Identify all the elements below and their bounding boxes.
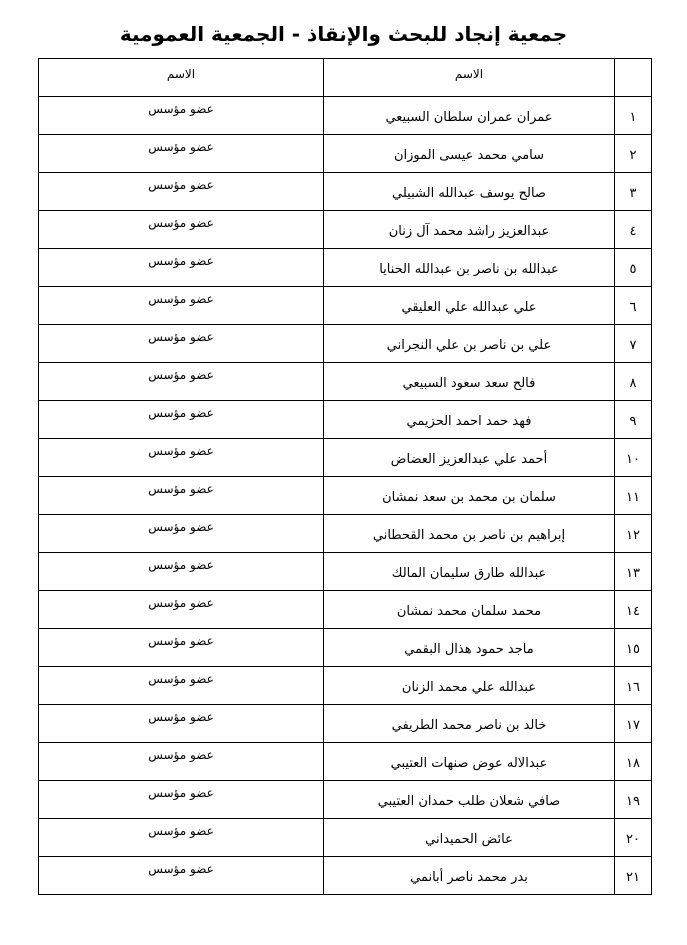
table-header-row bbox=[39, 59, 652, 97]
row-number: ٦ bbox=[615, 287, 652, 325]
table-row bbox=[39, 515, 652, 553]
member-name: فالح سعد سعود السبيعي bbox=[324, 363, 615, 401]
row-number: ١٣ bbox=[615, 553, 652, 591]
row-number: ٤ bbox=[615, 211, 652, 249]
member-role: عضو مؤسس bbox=[39, 743, 324, 781]
member-name: عائض الحميداني bbox=[324, 819, 615, 857]
table-row bbox=[39, 781, 652, 819]
member-name: سلمان بن محمد بن سعد نمشان bbox=[324, 477, 615, 515]
member-name: بدر محمد ناصر أبانمي bbox=[324, 857, 615, 895]
member-role: عضو مؤسس bbox=[39, 515, 324, 553]
header-name: الاسم bbox=[324, 59, 615, 97]
members-table bbox=[38, 58, 652, 895]
member-name: علي بن ناصر بن علي النجراني bbox=[324, 325, 615, 363]
member-role: عضو مؤسس bbox=[39, 439, 324, 477]
member-name: عبدالله طارق سليمان المالك bbox=[324, 553, 615, 591]
row-number: ٧ bbox=[615, 325, 652, 363]
member-role: عضو مؤسس bbox=[39, 477, 324, 515]
row-number: ٢١ bbox=[615, 857, 652, 895]
table-row bbox=[39, 629, 652, 667]
table-body bbox=[39, 97, 652, 895]
member-role: عضو مؤسس bbox=[39, 97, 324, 135]
member-name: صالح يوسف عبدالله الشبيلي bbox=[324, 173, 615, 211]
table-row bbox=[39, 325, 652, 363]
row-number: ٨ bbox=[615, 363, 652, 401]
member-role: عضو مؤسس bbox=[39, 135, 324, 173]
member-role: عضو مؤسس bbox=[39, 401, 324, 439]
member-role: عضو مؤسس bbox=[39, 819, 324, 857]
member-name: خالد بن ناصر محمد الطريفي bbox=[324, 705, 615, 743]
table-row bbox=[39, 591, 652, 629]
row-number: ١٦ bbox=[615, 667, 652, 705]
table-row bbox=[39, 705, 652, 743]
member-name: علي عبدالله علي العليقي bbox=[324, 287, 615, 325]
member-name: إبراهيم بن ناصر بن محمد القحطاني bbox=[324, 515, 615, 553]
member-name: عبدالله بن ناصر بن عبدالله الحنايا bbox=[324, 249, 615, 287]
row-number: ٩ bbox=[615, 401, 652, 439]
row-number: ٢ bbox=[615, 135, 652, 173]
row-number: ١ bbox=[615, 97, 652, 135]
member-role: عضو مؤسس bbox=[39, 287, 324, 325]
member-name: فهد حمد احمد الحزيمي bbox=[324, 401, 615, 439]
page-title: جمعية إنجاد للبحث والإنقاذ - الجمعية العمومية bbox=[119, 22, 568, 46]
table-row bbox=[39, 135, 652, 173]
member-role: عضو مؤسس bbox=[39, 325, 324, 363]
table-row bbox=[39, 401, 652, 439]
member-role: عضو مؤسس bbox=[39, 667, 324, 705]
table-row bbox=[39, 477, 652, 515]
header-number bbox=[615, 59, 652, 97]
member-role: عضو مؤسس bbox=[39, 591, 324, 629]
member-role: عضو مؤسس bbox=[39, 553, 324, 591]
table-row bbox=[39, 211, 652, 249]
member-role: عضو مؤسس bbox=[39, 781, 324, 819]
table-row bbox=[39, 553, 652, 591]
table-row bbox=[39, 363, 652, 401]
row-number: ٣ bbox=[615, 173, 652, 211]
member-role: عضو مؤسس bbox=[39, 705, 324, 743]
member-name: صافي شعلان طلب حمدان العتيبي bbox=[324, 781, 615, 819]
member-name: عمران عمران سلطان السبيعي bbox=[324, 97, 615, 135]
row-number: ١٤ bbox=[615, 591, 652, 629]
table-row bbox=[39, 173, 652, 211]
member-name: محمد سلمان محمد نمشان bbox=[324, 591, 615, 629]
member-name: سامي محمد عيسى الموزان bbox=[324, 135, 615, 173]
table-row bbox=[39, 439, 652, 477]
row-number: ١٢ bbox=[615, 515, 652, 553]
table-row bbox=[39, 743, 652, 781]
row-number: ١٥ bbox=[615, 629, 652, 667]
member-role: عضو مؤسس bbox=[39, 249, 324, 287]
table-row bbox=[39, 287, 652, 325]
row-number: ٢٠ bbox=[615, 819, 652, 857]
member-name: عبدالله علي محمد الزنان bbox=[324, 667, 615, 705]
table-row bbox=[39, 667, 652, 705]
table-row bbox=[39, 249, 652, 287]
row-number: ١١ bbox=[615, 477, 652, 515]
row-number: ١٨ bbox=[615, 743, 652, 781]
row-number: ١٠ bbox=[615, 439, 652, 477]
table-row bbox=[39, 819, 652, 857]
member-role: عضو مؤسس bbox=[39, 629, 324, 667]
table-row bbox=[39, 857, 652, 895]
header-role: الاسم bbox=[39, 59, 324, 97]
member-name: ماجد حمود هذال البقمي bbox=[324, 629, 615, 667]
member-role: عضو مؤسس bbox=[39, 857, 324, 895]
table-row bbox=[39, 97, 652, 135]
row-number: ٥ bbox=[615, 249, 652, 287]
member-role: عضو مؤسس bbox=[39, 363, 324, 401]
member-name: عبدالاله عوض صنهات العتيبي bbox=[324, 743, 615, 781]
member-role: عضو مؤسس bbox=[39, 173, 324, 211]
row-number: ١٧ bbox=[615, 705, 652, 743]
row-number: ١٩ bbox=[615, 781, 652, 819]
member-name: أحمد علي عبدالعزيز العضاض bbox=[324, 439, 615, 477]
member-role: عضو مؤسس bbox=[39, 211, 324, 249]
member-name: عبدالعزيز راشد محمد آل زنان bbox=[324, 211, 615, 249]
